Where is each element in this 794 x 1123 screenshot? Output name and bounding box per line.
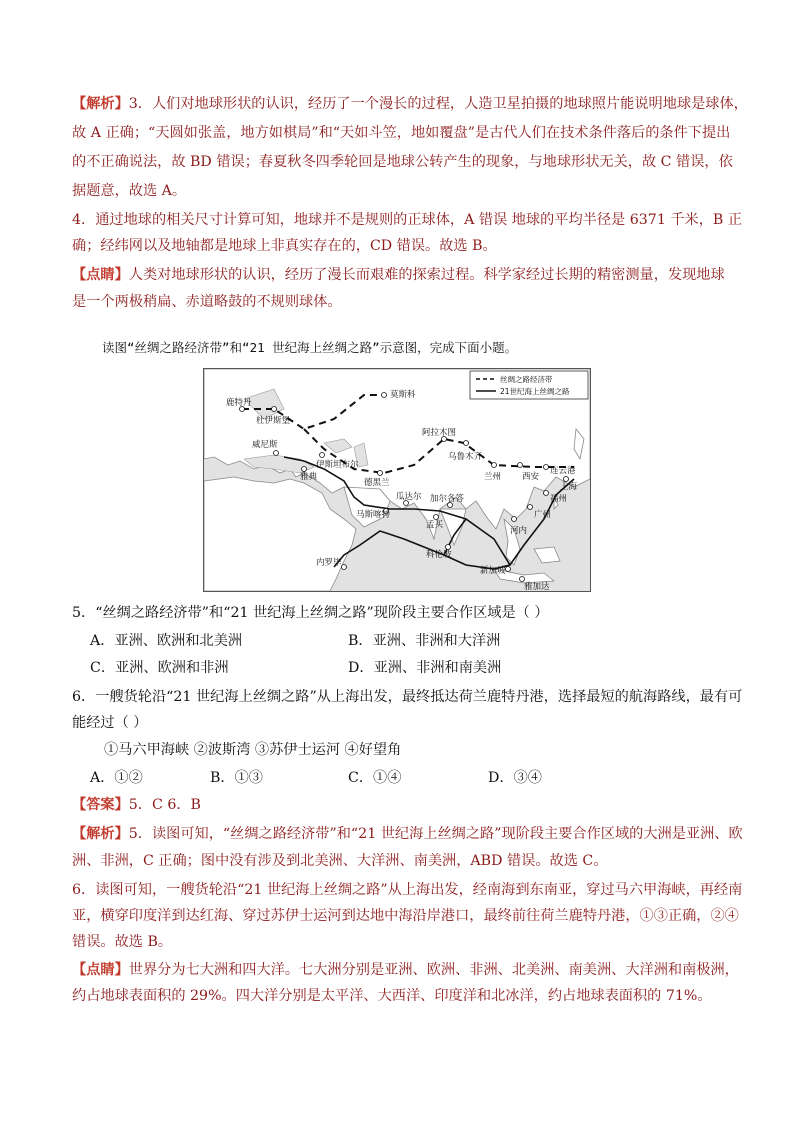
city-hanoi: 河内 <box>510 526 528 536</box>
map-caption: 读图“丝绸之路经济带”和“21 世纪海上丝绸之路”示意图，完成下面小题。 <box>102 340 518 355</box>
city-guangzhou: 广州 <box>534 510 552 520</box>
point2-line1: 【点睛】世界分为七大洲和四大洋。七大洲分别是亚洲、欧洲、非洲、北美洲、南美洲、大洋洲和南极洲， <box>72 962 739 978</box>
point2-line2: 约占地球表面积的 29%。四大洋分别是太平洋、大西洋、印度洋和北冰洋，约占地球表面积的 71%。 <box>72 988 712 1004</box>
city-lianyungang: 连云港 <box>550 466 576 476</box>
city-moscow: 莫斯科 <box>390 390 416 400</box>
analysis-q3-line4: 据题意，故选 A。 <box>72 183 187 199</box>
city-muscat: 马斯喀特 <box>356 510 391 520</box>
q6-option-a[interactable]: A．①② <box>90 770 143 786</box>
city-nairobi: 内罗毕 <box>316 558 342 568</box>
answer-line: 【答案】5．C 6．B <box>72 797 201 813</box>
city-gwadar: 瓜达尔 <box>396 492 422 502</box>
analysis-q4-line1: 4．通过地球的相关尺寸计算可知，地球并不是规则的正球体，A 错误 地球的平均半径是 6371 千米，B 正 <box>72 212 743 228</box>
city-colombo: 科伦坡 <box>426 550 452 560</box>
analysis-q6-line2: 亚，横穿印度洋到达红海、穿过苏伊士运河到达地中海沿岸港口，最终前往荷兰鹿特丹港，①③正确，②④ <box>72 908 739 924</box>
point2-tag: 【点睛】 <box>72 962 129 978</box>
city-almaty: 阿拉木图 <box>422 428 457 438</box>
map-legend <box>470 371 588 399</box>
point-tag: 【点睛】 <box>72 267 129 283</box>
analysis-tag-2: 【解析】 <box>72 826 129 842</box>
q6-option-d[interactable]: D．③④ <box>488 770 542 786</box>
silk-road-map <box>203 368 591 592</box>
analysis-q5-line2: 洲、非洲，C 正确；图中没有涉及到北美洲、大洋洲、南美洲，ABD 错误。故选 C。 <box>72 853 608 869</box>
legend-solid-label: 21世纪海上丝绸之路 <box>500 387 570 396</box>
point-line2: 是一个两极稍扁、赤道略鼓的不规则球体。 <box>72 294 342 310</box>
analysis-tag: 【解析】 <box>72 96 129 112</box>
q5-stem: 5．“丝绸之路经济带”和“21 世纪海上丝绸之路”现阶段主要合作区域是（ ） <box>72 605 549 621</box>
q6-option-b[interactable]: B．①③ <box>210 770 263 786</box>
q5-option-b[interactable]: B．亚洲、非洲和大洋洲 <box>348 633 501 649</box>
city-kolkata: 加尔各答 <box>430 494 465 504</box>
analysis-q6-line3: 错误。故选 B。 <box>72 934 173 950</box>
q5-option-a[interactable]: A．亚洲、欧洲和北美洲 <box>90 633 243 649</box>
q6-items: ①马六甲海峡 ②波斯湾 ③苏伊士运河 ④好望角 <box>104 742 402 758</box>
analysis-q6-line1: 6．读图可知，一艘货轮沿“21 世纪海上丝绸之路”从上海出发，经南海到东南亚，穿过马六甲海峡，再经南 <box>72 882 743 898</box>
city-urumqi: 乌鲁木齐 <box>448 452 483 462</box>
analysis-q3-line3: 的不正确说法，故 BD 错误；春夏秋冬四季轮回是地球公转产生的现象，与地球形状无关，故 C 错误，依 <box>72 154 733 170</box>
analysis-q4-line2: 确；经纬网以及地轴都是地球上非真实存在的，CD 错误。故选 B。 <box>72 238 497 254</box>
city-shanghai: 上海 <box>560 482 578 492</box>
analysis-q3-line2: 故 A 正确；“天圆如张盖，地方如棋局”和“天如斗笠，地如覆盘”是古代人们在技术条件落后的条件下提出 <box>72 125 731 141</box>
legend-dashed-label: 丝绸之路经济带 <box>500 375 553 384</box>
city-duisburg: 杜伊斯堡 <box>256 416 291 426</box>
city-tehran: 德黑兰 <box>364 478 390 488</box>
city-rotterdam: 鹿特丹 <box>226 398 252 408</box>
city-xian: 西安 <box>522 472 540 482</box>
city-venice: 威尼斯 <box>252 440 278 450</box>
city-athens: 雅典 <box>300 472 318 482</box>
q5-option-d[interactable]: D．亚洲、非洲和南美洲 <box>348 660 502 676</box>
analysis-q5-line1: 【解析】5．读图可知，“丝绸之路经济带”和“21 世纪海上丝绸之路”现阶段主要合作区域的大洲是亚洲、欧 <box>72 826 743 842</box>
q5-option-c[interactable]: C．亚洲、欧洲和非洲 <box>90 660 229 676</box>
q6-stem-line2: 能经过（ ） <box>72 715 148 731</box>
city-mumbai: 孟买 <box>426 520 444 530</box>
answer-tag: 【答案】 <box>72 797 129 813</box>
city-jakarta: 雅加达 <box>524 582 550 591</box>
city-lanzhou: 兰州 <box>484 472 502 482</box>
city-istanbul: 伊斯坦布尔 <box>316 460 359 470</box>
q6-stem-line1: 6．一艘货轮沿“21 世纪海上丝绸之路”从上海出发，最终抵达荷兰鹿特丹港，选择最短的航海路线，最有可 <box>72 689 743 705</box>
city-singapore: 新加坡 <box>480 566 506 576</box>
point-line1: 【点睛】人类对地球形状的认识，经历了漫长而艰难的探索过程。科学家经过长期的精密测量，发现地球 <box>72 267 725 283</box>
city-fuzhou: 福州 <box>550 494 568 504</box>
analysis-q3-line1: 【解析】3．人们对地球形状的认识，经历了一个漫长的过程，人造卫星拍摄的地球照片能说明地球是球体， <box>72 96 748 112</box>
q6-option-c[interactable]: C．①④ <box>348 770 402 786</box>
